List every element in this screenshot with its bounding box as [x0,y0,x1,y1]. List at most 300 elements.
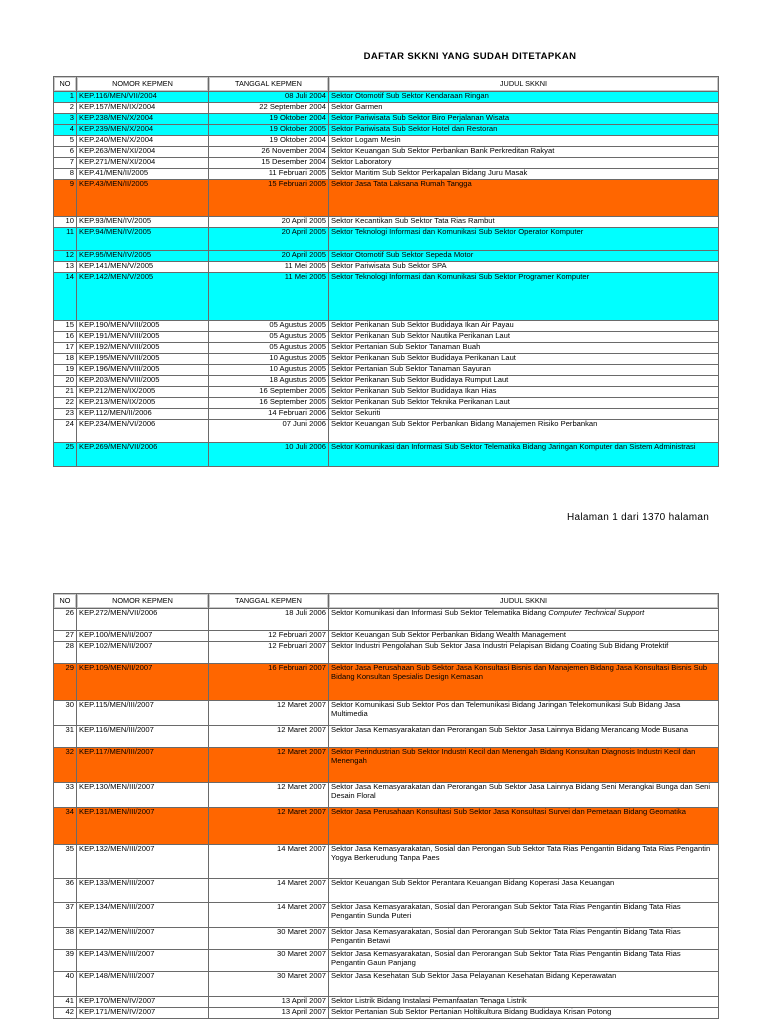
row-number [54,409,77,420]
row-nomor-kepmen-text: KEP.240/MEN/X/2004 [79,135,154,144]
row-judul-skkni [329,125,719,136]
row-tanggal-kepmen-text: 14 Maret 2007 [277,878,326,887]
row-number-text: 26 [65,608,74,617]
row-tanggal-kepmen-text: 16 September 2005 [259,386,326,395]
row-number-text: 12 [65,250,74,259]
row-judul-skkni [329,631,719,642]
row-nomor-kepmen-text: KEP.157/MEN/IX/2004 [79,102,156,111]
row-tanggal-kepmen-text: 05 Agustus 2005 [269,320,326,329]
row-nomor-kepmen [77,748,209,783]
row-nomor-kepmen-text: KEP.170/MEN/IV/2007 [79,996,156,1005]
header-judul-skkni: JUDUL SKKNI [329,594,719,609]
row-number [54,1008,77,1019]
row-tanggal-kepmen-text: 10 Juli 2006 [285,442,326,451]
row-tanggal-kepmen-text: 14 Februari 2006 [268,408,326,417]
table-row [54,398,719,409]
row-number [54,845,77,879]
row-number-text: 20 [65,375,74,384]
row-judul-skkni-text: Sektor Komunikasi Sub Sektor Pos dan Telemunikasi Bidang Jaringan Telekomunikasi Sub Bidang Jasa Multimedia [331,700,681,718]
row-number-text: 13 [65,261,74,270]
row-judul-skkni-text: Sektor Kecantikan Sub Sektor Tata Rias Rambut [331,216,495,225]
row-nomor-kepmen-text: KEP.142/MEN/III/2007 [79,927,155,936]
header-nomor-kepmen: NOMOR KEPMEN [77,77,209,92]
row-number [54,903,77,928]
row-nomor-kepmen [77,903,209,928]
row-tanggal-kepmen [209,114,329,125]
table-row [54,273,719,321]
row-nomor-kepmen [77,701,209,726]
row-tanggal-kepmen [209,398,329,409]
row-number [54,354,77,365]
row-tanggal-kepmen [209,903,329,928]
row-judul-skkni-text: Sektor Pariwisata Sub Sektor Biro Perjalanan Wisata [331,113,510,122]
row-number-text: 42 [65,1007,74,1016]
row-nomor-kepmen [77,273,209,321]
row-number [54,879,77,903]
row-tanggal-kepmen [209,642,329,664]
row-judul-skkni [329,321,719,332]
row-nomor-kepmen-text: KEP.269/MEN/VII/2006 [79,442,158,451]
row-tanggal-kepmen [209,103,329,114]
row-nomor-kepmen-text: KEP.134/MEN/III/2007 [79,902,155,911]
table-row [54,1008,719,1019]
row-nomor-kepmen-text: KEP.93/MEN/IV/2005 [79,216,152,225]
row-number-text: 39 [65,949,74,958]
row-number [54,114,77,125]
table-row [54,217,719,228]
row-tanggal-kepmen [209,997,329,1008]
row-nomor-kepmen [77,92,209,103]
row-judul-skkni-text: Sektor Komunikasi dan Informasi Sub Sektor Telematika Bidang Jaringan Komputer dan Sistem Administrasi [331,442,696,451]
row-tanggal-kepmen-text: 30 Maret 2007 [277,927,326,936]
row-tanggal-kepmen-text: 05 Agustus 2005 [269,331,326,340]
row-tanggal-kepmen-text: 19 Oktober 2004 [269,113,326,122]
row-number [54,228,77,251]
row-nomor-kepmen [77,642,209,664]
row-tanggal-kepmen-text: 11 Mei 2005 [284,261,326,270]
row-tanggal-kepmen-text: 30 Maret 2007 [277,949,326,958]
table-row [54,928,719,950]
row-number [54,609,77,631]
row-nomor-kepmen-text: KEP.192/MEN/VIII/2005 [79,342,160,351]
row-nomor-kepmen-text: KEP.203/MEN/VIII/2005 [79,375,160,384]
row-nomor-kepmen [77,664,209,701]
row-nomor-kepmen-text: KEP.43/MEN/II/2005 [79,179,149,188]
row-number [54,136,77,147]
table-row [54,609,719,631]
row-tanggal-kepmen-text: 15 Februari 2005 [268,179,326,188]
row-tanggal-kepmen [209,273,329,321]
row-judul-skkni [329,136,719,147]
row-tanggal-kepmen-text: 19 Oktober 2005 [269,124,326,133]
row-nomor-kepmen-text: KEP.116/MEN/III/2007 [79,725,154,734]
row-judul-skkni [329,273,719,321]
row-tanggal-kepmen [209,748,329,783]
row-nomor-kepmen [77,217,209,228]
row-nomor-kepmen-text: KEP.212/MEN/IX/2005 [79,386,156,395]
row-nomor-kepmen [77,147,209,158]
table-row [54,726,719,748]
row-judul-skkni-text: Sektor Keuangan Sub Sektor Perantara Keuangan Bidang Koperasi Jasa Keuangan [331,878,615,887]
row-nomor-kepmen [77,997,209,1008]
row-number [54,217,77,228]
row-number-text: 29 [65,663,74,672]
row-nomor-kepmen [77,609,209,631]
row-number [54,642,77,664]
row-nomor-kepmen [77,136,209,147]
table-row [54,180,719,217]
row-tanggal-kepmen-text: 15 Desember 2004 [261,157,326,166]
row-judul-skkni [329,903,719,928]
row-tanggal-kepmen [209,420,329,443]
row-judul-skkni [329,726,719,748]
table-row [54,701,719,726]
table-row [54,169,719,180]
row-judul-skkni-text: Sektor Jasa Kemasyarakatan dan Perorangan Sub Sektor Jasa Lainnya Bidang Merancang Mode Busana [331,725,689,734]
row-nomor-kepmen-text: KEP.142/MEN/V/2005 [79,272,154,281]
row-number-text: 36 [65,878,74,887]
row-tanggal-kepmen [209,365,329,376]
row-nomor-kepmen [77,332,209,343]
row-number [54,808,77,845]
row-tanggal-kepmen [209,92,329,103]
row-nomor-kepmen [77,180,209,217]
row-tanggal-kepmen [209,1008,329,1019]
table-row [54,147,719,158]
row-tanggal-kepmen [209,262,329,273]
row-tanggal-kepmen-text: 14 Maret 2007 [277,902,326,911]
row-number-text: 4 [69,124,74,133]
table-row [54,972,719,997]
row-nomor-kepmen [77,808,209,845]
row-number-text: 5 [69,135,74,144]
row-tanggal-kepmen-text: 18 Juli 2006 [285,608,326,617]
skkni-table-page-1 [53,76,719,467]
row-judul-skkni-text: Sektor Keuangan Sub Sektor Perbankan Bidang Manajemen Risiko Perbankan [331,419,598,428]
row-number-text: 31 [65,725,74,734]
row-judul-skkni-text: Sektor Perikanan Sub Sektor Budidaya Rumput Laut [331,375,509,384]
row-judul-skkni [329,169,719,180]
row-number [54,631,77,642]
row-judul-skkni-text: Sektor Teknologi Informasi dan Komunikasi Sub Sektor Operator Komputer [331,227,584,236]
row-nomor-kepmen [77,125,209,136]
row-judul-skkni-text: Sektor Keuangan Sub Sektor Perbankan Bidang Wealth Management [331,630,566,639]
row-judul-skkni [329,808,719,845]
row-tanggal-kepmen [209,783,329,808]
row-judul-skkni-text: Sektor Jasa Perusahaan Konsultasi Sub Sektor Jasa Konsultasi Survei dan Pemetaan Bidang Geomatika [331,807,687,816]
row-number [54,262,77,273]
row-judul-skkni [329,443,719,467]
row-nomor-kepmen [77,420,209,443]
row-tanggal-kepmen [209,228,329,251]
row-judul-skkni [329,609,719,631]
row-tanggal-kepmen-text: 07 Juni 2006 [282,419,326,428]
row-tanggal-kepmen-text: 30 Maret 2007 [277,971,326,980]
row-number [54,169,77,180]
table-row [54,136,719,147]
row-judul-skkni [329,928,719,950]
row-tanggal-kepmen-text: 12 Maret 2007 [277,725,326,734]
row-nomor-kepmen-text: KEP.272/MEN/VII/2006 [79,608,158,617]
row-tanggal-kepmen-text: 11 Mei 2005 [284,272,326,281]
row-nomor-kepmen [77,398,209,409]
row-nomor-kepmen [77,354,209,365]
row-tanggal-kepmen [209,726,329,748]
row-tanggal-kepmen [209,443,329,467]
row-nomor-kepmen-text: KEP.271/MEN/XI/2004 [79,157,156,166]
header-no: NO [54,77,77,92]
row-tanggal-kepmen-text: 20 April 2005 [281,227,326,236]
row-nomor-kepmen-text: KEP.239/MEN/X/2004 [79,124,154,133]
skkni-table-page-2 [53,593,719,1019]
row-judul-skkni-text: Sektor Listrik Bidang Instalasi Pemanfaatan Tenaga Listrik [331,996,527,1005]
row-judul-skkni-text: Sektor Pertanian Sub Sektor Tanaman Sayuran [331,364,491,373]
row-nomor-kepmen [77,950,209,972]
row-nomor-kepmen [77,103,209,114]
row-number-text: 2 [69,102,74,111]
row-number [54,180,77,217]
table-header-row [54,594,719,609]
row-judul-skkni [329,701,719,726]
row-nomor-kepmen-text: KEP.143/MEN/III/2007 [79,949,155,958]
row-judul-skkni-text: Sektor Pariwisata Sub Sektor Hotel dan Restoran [331,124,498,133]
row-nomor-kepmen [77,365,209,376]
table-row [54,376,719,387]
row-nomor-kepmen-text: KEP.195/MEN/VIII/2005 [79,353,160,362]
table-row [54,343,719,354]
row-number [54,321,77,332]
row-judul-skkni [329,387,719,398]
row-tanggal-kepmen-text: 26 November 2004 [261,146,326,155]
row-judul-skkni-text: Sektor Jasa Kemasyarakatan, Sosial dan Perongan Sub Sektor Tata Rias Pengantin Bidang Tata Rias Pengantin Yogya Berkerudung Tanpa Paes [331,844,711,862]
row-judul-skkni-text: Sektor Maritim Sub Sektor Perkapalan Bidang Juru Masak [331,168,528,177]
row-tanggal-kepmen [209,343,329,354]
row-judul-skkni-text: Sektor Perikanan Sub Sektor Teknika Perikanan Laut [331,397,510,406]
row-number [54,376,77,387]
row-tanggal-kepmen-text: 12 Maret 2007 [277,807,326,816]
row-number-text: 40 [65,971,74,980]
row-tanggal-kepmen-text: 13 April 2007 [281,996,326,1005]
row-nomor-kepmen [77,251,209,262]
row-tanggal-kepmen-text: 22 September 2004 [259,102,326,111]
row-judul-skkni-text: Sektor Otomotif Sub Sektor Kendaraan Ringan [331,91,489,100]
row-tanggal-kepmen [209,631,329,642]
row-tanggal-kepmen-text: 12 Februari 2007 [268,641,326,650]
row-judul-skkni [329,376,719,387]
row-judul-skkni-text: Sektor Perikanan Sub Sektor Nautika Perikanan Laut [331,331,510,340]
row-nomor-kepmen-text: KEP.263/MEN/XI/2004 [79,146,156,155]
table-row [54,443,719,467]
row-judul-skkni-text: Sektor Pertanian Sub Sektor Tanaman Buah [331,342,481,351]
row-judul-skkni-text: Sektor Perikanan Sub Sektor Budidaya Ikan Air Payau [331,320,514,329]
row-nomor-kepmen-text: KEP.102/MEN/II/2007 [79,641,153,650]
row-tanggal-kepmen-text: 19 Oktober 2004 [269,135,326,144]
row-judul-skkni-text: Sektor Jasa Kemasyarakatan, Sosial dan Perorangan Sub Sektor Tata Rias Pengantin Bidang Tata Rias Pengantin Betawi [331,927,681,945]
row-nomor-kepmen-text: KEP.112/MEN/II/2006 [79,408,152,417]
table-row [54,845,719,879]
row-tanggal-kepmen [209,147,329,158]
table-row [54,103,719,114]
row-nomor-kepmen [77,158,209,169]
table-row [54,387,719,398]
row-judul-skkni [329,950,719,972]
header-no: NO [54,594,77,609]
row-judul-skkni-text: Sektor Perikanan Sub Sektor Budidaya Perikanan Laut [331,353,516,362]
row-nomor-kepmen-text: KEP.213/MEN/IX/2005 [79,397,156,406]
row-nomor-kepmen-text: KEP.100/MEN/II/2007 [79,630,153,639]
row-tanggal-kepmen [209,158,329,169]
row-tanggal-kepmen-text: 12 Maret 2007 [277,700,326,709]
row-number [54,783,77,808]
row-nomor-kepmen-text: KEP.141/MEN/V/2005 [79,261,154,270]
row-judul-skkni-text: Sektor Garmen [331,102,383,111]
row-nomor-kepmen [77,376,209,387]
row-judul-skkni [329,972,719,997]
row-tanggal-kepmen-text: 10 Agustus 2005 [269,353,326,362]
row-number-text: 11 [66,227,74,236]
row-number-text: 7 [69,157,74,166]
row-number-text: 38 [65,927,74,936]
row-judul-skkni [329,92,719,103]
row-number [54,125,77,136]
row-judul-skkni-text: Sektor Sekuriti [331,408,381,417]
row-nomor-kepmen [77,387,209,398]
row-tanggal-kepmen [209,972,329,997]
table-row [54,997,719,1008]
row-tanggal-kepmen-text: 11 Februari 2005 [268,168,326,177]
row-judul-skkni [329,147,719,158]
row-nomor-kepmen-text: KEP.117/MEN/III/2007 [79,747,154,756]
row-judul-skkni [329,228,719,251]
row-nomor-kepmen-text: KEP.131/MEN/III/2007 [79,807,155,816]
row-number [54,420,77,443]
row-tanggal-kepmen [209,169,329,180]
row-number [54,158,77,169]
row-number-text: 28 [65,641,74,650]
row-judul-skkni [329,262,719,273]
row-number [54,147,77,158]
row-judul-skkni [329,1008,719,1019]
table-header-row [54,77,719,92]
row-nomor-kepmen [77,409,209,420]
row-judul-skkni [329,398,719,409]
row-nomor-kepmen [77,443,209,467]
row-number-text: 33 [65,782,74,791]
table-row [54,879,719,903]
row-tanggal-kepmen [209,387,329,398]
row-tanggal-kepmen-text: 16 Februari 2007 [268,663,326,672]
row-judul-skkni [329,251,719,262]
table-row [54,251,719,262]
row-nomor-kepmen [77,169,209,180]
row-nomor-kepmen-text: KEP.238/MEN/X/2004 [79,113,154,122]
row-nomor-kepmen-text: KEP.171/MEN/IV/2007 [79,1007,156,1016]
row-judul-skkni [329,783,719,808]
row-nomor-kepmen-text: KEP.115/MEN/III/2007 [79,700,154,709]
row-nomor-kepmen [77,726,209,748]
row-tanggal-kepmen [209,845,329,879]
row-judul-skkni-text: Sektor Pariwisata Sub Sektor SPA [331,261,447,270]
row-number [54,398,77,409]
row-number [54,443,77,467]
row-judul-italic-text: Computer Technical Support [548,608,645,617]
page-title: DAFTAR SKKNI YANG SUDAH DITETAPKAN [363,51,577,62]
table-row [54,321,719,332]
row-nomor-kepmen-text: KEP.94/MEN/IV/2005 [79,227,152,236]
row-nomor-kepmen [77,1008,209,1019]
row-judul-skkni-text: Sektor Jasa Kemasyarakatan dan Perorangan Sub Sektor Jasa Lainnya Bidang Seni Merangkai Bunga dan Seni Desain Floral [331,782,711,800]
row-number-text: 22 [65,397,74,406]
row-nomor-kepmen [77,783,209,808]
row-number [54,748,77,783]
row-nomor-kepmen [77,879,209,903]
row-number-text: 3 [69,113,74,122]
row-number [54,365,77,376]
row-tanggal-kepmen [209,217,329,228]
row-nomor-kepmen-text: KEP.132/MEN/III/2007 [79,844,155,853]
header-judul-skkni: JUDUL SKKNI [329,77,719,92]
row-number [54,950,77,972]
row-nomor-kepmen-text: KEP.133/MEN/III/2007 [79,878,155,887]
row-number [54,972,77,997]
table-row [54,114,719,125]
row-nomor-kepmen [77,114,209,125]
row-tanggal-kepmen [209,808,329,845]
row-number [54,103,77,114]
row-tanggal-kepmen-text: 14 Maret 2007 [277,844,326,853]
row-judul-skkni [329,217,719,228]
row-judul-skkni-text: Sektor Perikanan Sub Sektor Budidaya Ikan Hias [331,386,497,395]
row-nomor-kepmen [77,262,209,273]
row-nomor-kepmen-text: KEP.191/MEN/VIII/2005 [79,331,160,340]
row-number [54,251,77,262]
row-judul-skkni [329,642,719,664]
row-tanggal-kepmen-text: 10 Agustus 2005 [269,364,326,373]
row-nomor-kepmen [77,343,209,354]
row-nomor-kepmen [77,321,209,332]
row-judul-skkni [329,748,719,783]
row-number-text: 14 [65,272,74,281]
table-row [54,92,719,103]
table-row [54,950,719,972]
header-nomor-kepmen: NOMOR KEPMEN [77,594,209,609]
row-judul-skkni-text: Sektor Jasa Kemasyarakatan, Sosial dan Perorangan Sub Sektor Tata Rias Pengantin Bidang Tata Rias Pengantin Sunda Puteri [331,902,681,920]
row-judul-skkni-text: Sektor Laboratory [331,157,392,166]
row-judul-skkni-text: Sektor Pertanian Sub Sektor Pertanian Holtikultura Bidang Budidaya Krisan Potong [331,1007,612,1016]
row-judul-skkni [329,114,719,125]
row-tanggal-kepmen [209,409,329,420]
row-judul-skkni [329,997,719,1008]
row-nomor-kepmen-text: KEP.190/MEN/VIII/2005 [79,320,160,329]
row-judul-skkni-text: Sektor Jasa Perusahaan Sub Sektor Jasa Konsultasi Bisnis dan Manajemen Bidang Jasa Konsultasi Bisnis Sub Bidang Konsultan Spesialis Design Kemasan [331,663,708,681]
row-tanggal-kepmen [209,332,329,343]
row-nomor-kepmen [77,972,209,997]
row-tanggal-kepmen [209,376,329,387]
row-judul-skkni-text: Sektor Otomotif Sub Sektor Sepeda Motor [331,250,474,259]
row-nomor-kepmen-text: KEP.234/MEN/VI/2006 [79,419,156,428]
row-number-text: 6 [69,146,74,155]
table-row [54,409,719,420]
row-judul-skkni-text: Sektor Jasa Kemasyarakatan, Sosial dan Perorangan Sub Sektor Tata Rias Pengantin Bidang Tata Rias Pengantin Gaun Panjang [331,949,681,967]
row-judul-skkni-text: Sektor Jasa Tata Laksana Rumah Tangga [331,179,472,188]
row-number-text: 21 [65,386,74,395]
row-tanggal-kepmen-text: 12 Maret 2007 [277,782,326,791]
row-tanggal-kepmen [209,928,329,950]
table-row [54,125,719,136]
table-row [54,365,719,376]
row-number-text: 8 [69,168,74,177]
row-judul-skkni [329,879,719,903]
